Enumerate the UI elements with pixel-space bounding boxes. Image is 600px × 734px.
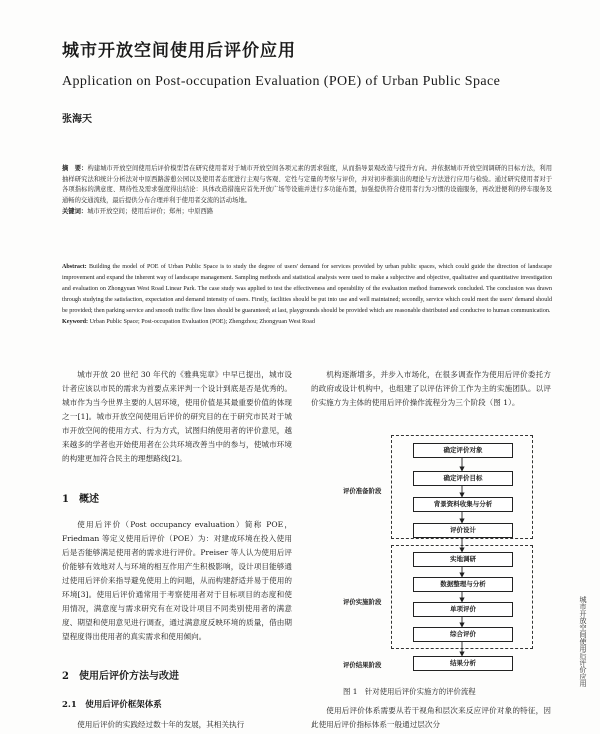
flow-step: 数据整理与分析 <box>413 577 513 592</box>
flow-step: 单项评价 <box>413 602 513 617</box>
keywords-cn-label: 关键词： <box>62 207 88 215</box>
section21-paragraph: 使用后评价的实践经过数十年的发展，其相关执行 <box>77 720 245 729</box>
intro-paragraph: 城市开放 20 世纪 30 年代的《雅典宪章》中早已提出，城市设计者应该以市民的需求为首要点来评判一个设计到底是否是优秀的。城市作为当今世界主要的人居环境，使用价值是其最重要价值的体现之一[1]。城市开放空间使用后评价的研究目的在于研究市民对于城市开放空间的使用方式、行为方式，试图归纳使用者的评价意见，越来越多的学者也开始使用者在公共环境改善当中的参与，使城市环境的构建更加符合民主的理想路线[2]。 <box>62 370 292 463</box>
abstract-cn-label: 摘 要： <box>62 165 88 172</box>
stage-label-result: 评价结果阶段 <box>343 661 382 669</box>
flow-step: 实地调研 <box>413 552 513 567</box>
figure-caption: 图 1 针对使用后评价实施方的评价流程 <box>343 687 476 696</box>
keywords-en-label: Keyword: <box>62 318 89 325</box>
title-cn: 城市开放空间使用后评价应用 <box>62 41 296 61</box>
keywords-cn-text: 城市开放空间；使用后评价；郑州；中原西路 <box>87 207 214 215</box>
section1-paragraph: 使用后评价（Post occupancy evaluation）简称 POE，Friedman 等定义使用后评价（POE）为：对建成环境在投入使用后是否能够满足使用者的需求进行评价。Preiser 等人认为使用后评价能够有效地对人与环境的相互作用产生积极影响，设计项目能够通过使用后评价来指导避免使用上的问题，从而构建舒适并易于使用的环境[3]。使用后评价通常用于考察使用者对于目标项目的态度和使用情况，满意度与需求研究有在对设计项目不同类别使用者的满意度、期望和使用意见进行调查，通过满意度反映环境的质量，借由期望程度得出使用者的真实需求和使用倾向。 <box>62 520 292 641</box>
abstract-cn-text: 构建城市开放空间使用后评价模型旨在研究使用者对于城市开放空间各项元素的需求强度，从而指导景观改造与提升方向。并依据城市开放空间调研的目标方法，利用抽样研究法和统计分析法对中原西路游憩公园以及使用者态度进行主观与客观、定性与定量的考察与评价，并对初步推演出的理论与方法进行应用与检验。通过研究使用者对于各项指标的满意度、期待性及需求强度得出结论：具体改造措施应首先开放广场等设施并进行多功能布置，加强提供符合使用者行为习惯的设施服务，再改进便利的停车服务及通畅的交通流线，最后提供分布合理并利于使用者交流的活动场地。 <box>62 165 553 205</box>
flow-step: 综合评价 <box>413 627 513 642</box>
abstract-en-label: Abstract: <box>62 264 87 270</box>
flow-step: 结果分析 <box>413 656 513 671</box>
section1-heading: 1 概述 <box>62 494 99 505</box>
flow-step: 评价设计 <box>413 523 513 538</box>
stage-label-implementation: 评价实施阶段 <box>343 598 382 606</box>
section21-heading: 2.1 使用后评价框架体系 <box>62 700 162 710</box>
side-running-label: 城市开放空间使用后评价应用 <box>579 596 587 687</box>
keywords-en-text: Urban Public Space; Post-occupation Evaluation (POE); Zhengzhou; Zhongyuan West Road <box>89 318 315 325</box>
stage-label-preparation: 评价准备阶段 <box>343 487 382 495</box>
title-en: Application on Post-occupation Evaluation (POE) of Urban Public Space <box>62 74 501 89</box>
flow-step: 确定评价对象 <box>413 443 513 458</box>
right-top-paragraph: 机构逐渐增多，并步入市场化，在很多调查作为使用后评价委托方的政府或设计机构中，也组建了以评估评价工作为主的实施团队。以评价实施方为主体的使用后评价操作流程分为三个阶段（图 1）。 <box>311 370 551 407</box>
abstract-en-text: Building the model of POE of Urban Public Space is to study the degree of users' demand for services provided by urban public spaces, which could guide the direction of landscape improvement and expand the inherent way of landscape management. Sampling methods and statistical analysis were used to make a subjective and objective, qualitative and quantitative investigation and evaluation on Zhongyuan West Road Linear Park. The case study was applied to test the effectiveness and operability of the evaluation method framework concluded. The conclusion was drawn through studying the satisfaction, expectation and demand intensity of users. Firstly, facilities should be put into use and well maintained; secondly, service which could meet the users' demand should be provided; then parking service and smooth traffic flow lines should be guaranteed; at last, playgrounds should be provided which are reasonable distributed and conducive to human communication. <box>62 264 552 314</box>
section2-heading: 2 使用后评价方法与改进 <box>62 671 179 682</box>
flow-step: 背景资料收集与分析 <box>413 497 513 512</box>
author: 张海天 <box>62 114 92 125</box>
flow-step: 确定评价目标 <box>413 471 513 486</box>
right-bottom-paragraph: 使用后评价体系需要从若干视角和层次来反应评价对象的特征，因此使用后评价指标体系一般通过层次分 <box>311 706 551 729</box>
